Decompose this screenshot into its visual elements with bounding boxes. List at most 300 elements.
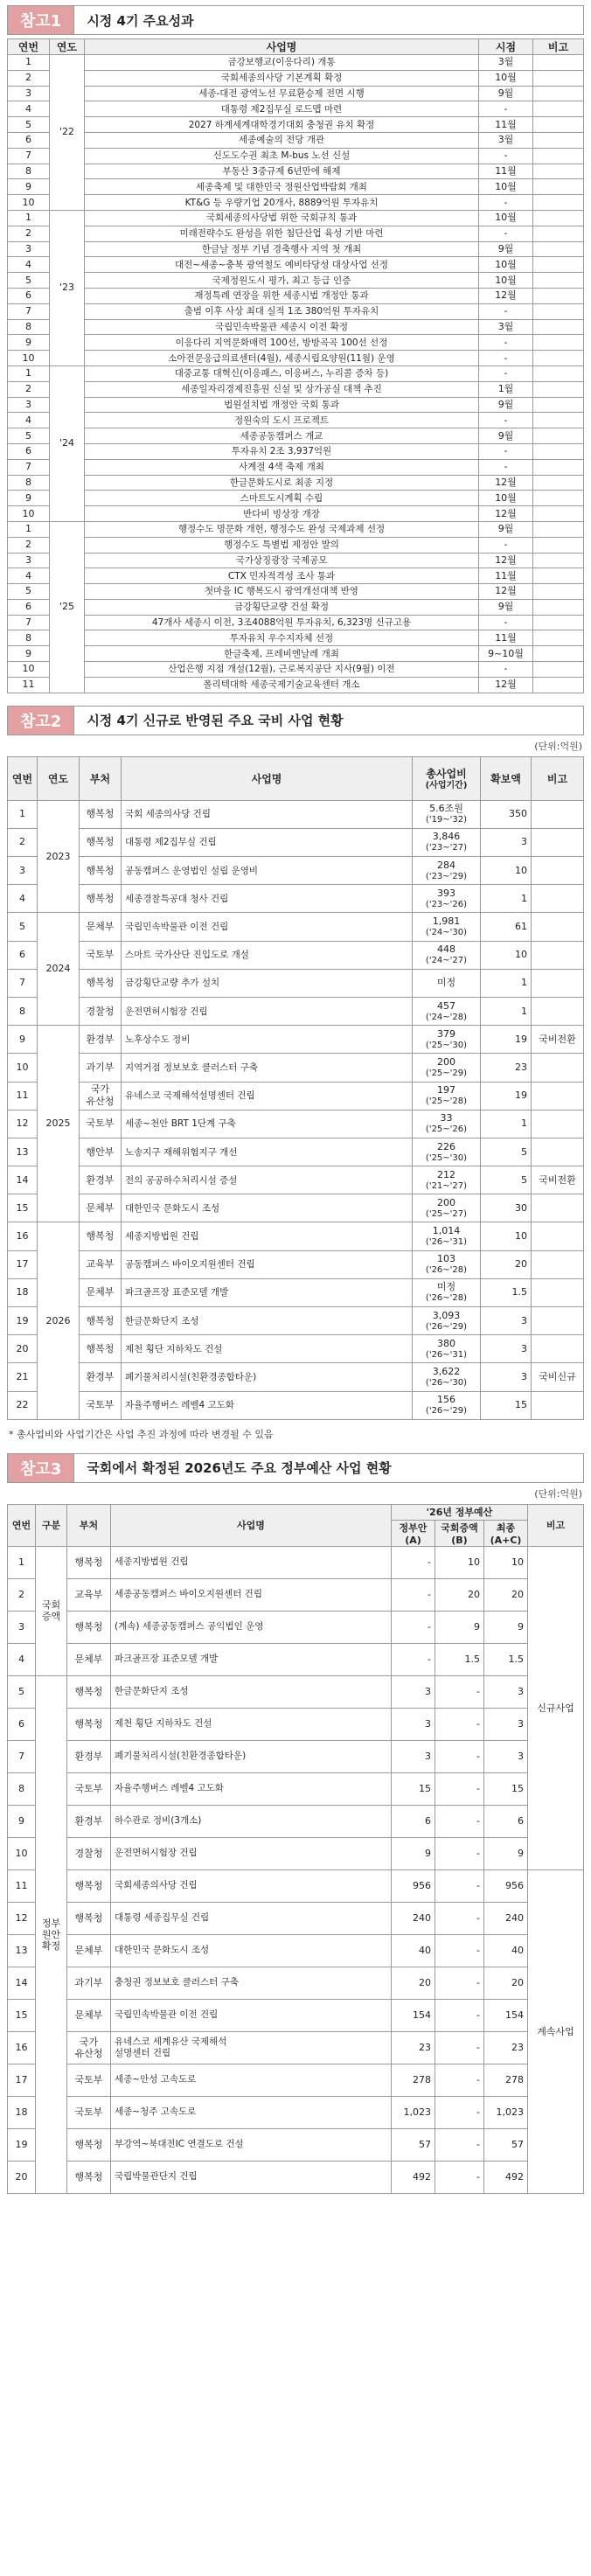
table-row bbox=[8, 615, 584, 630]
row-no: 8 bbox=[8, 319, 50, 335]
project-name: 대통령 세종집무실 건립 bbox=[111, 1902, 392, 1934]
secured-amount: 15 bbox=[481, 1391, 532, 1419]
table-row bbox=[8, 2096, 584, 2128]
project-note bbox=[533, 319, 584, 335]
total-cost-period: ('26~'30) bbox=[425, 1378, 468, 1389]
total-cost-period: ('25~'30) bbox=[425, 1152, 468, 1163]
total-cost-value: 212 bbox=[437, 1168, 455, 1180]
final-budget: 3 bbox=[484, 1708, 528, 1740]
table-row bbox=[8, 646, 584, 662]
gov-budget: 40 bbox=[392, 1934, 435, 1967]
row-no: 5 bbox=[8, 584, 50, 600]
project-name: 대통령 제2집무실 건립 bbox=[122, 828, 413, 856]
table-row bbox=[8, 1335, 584, 1363]
project-note bbox=[533, 117, 584, 133]
project-note bbox=[533, 491, 584, 506]
sec2-th-name: 사업명 bbox=[122, 756, 413, 800]
total-cost bbox=[413, 1222, 481, 1250]
table-row bbox=[8, 428, 584, 444]
project-name: 한글문화단지 조성 bbox=[111, 1675, 392, 1708]
total-cost bbox=[413, 1054, 481, 1082]
secured-amount: 3 bbox=[481, 1307, 532, 1335]
table-row bbox=[8, 828, 584, 856]
row-no: 20 bbox=[8, 1335, 38, 1363]
final-budget: 9 bbox=[484, 1611, 528, 1643]
row-note bbox=[532, 1391, 584, 1419]
row-note bbox=[532, 1110, 584, 1138]
row-no: 10 bbox=[8, 351, 50, 366]
sec3-th-final bbox=[484, 1520, 528, 1546]
row-no: 7 bbox=[8, 148, 50, 164]
total-cost-period: ('21~'27) bbox=[425, 1180, 468, 1191]
gov-budget: 15 bbox=[392, 1772, 435, 1805]
row-note bbox=[532, 800, 584, 828]
project-time: - bbox=[479, 413, 533, 428]
project-name: 금강횡단교량 추가 설치 bbox=[122, 969, 413, 997]
row-note bbox=[532, 857, 584, 885]
total-cost-period: ('26~'28) bbox=[425, 1265, 468, 1276]
project-note bbox=[533, 335, 584, 351]
table-row bbox=[8, 226, 584, 241]
table-row bbox=[8, 1772, 584, 1805]
project-time: 12월 bbox=[479, 475, 533, 491]
table-row bbox=[8, 1869, 584, 1902]
project-time: - bbox=[479, 351, 533, 366]
row-no: 14 bbox=[8, 1967, 36, 1999]
dept: 행안부 bbox=[80, 1138, 122, 1166]
row-no: 5 bbox=[8, 117, 50, 133]
secured-amount: 3 bbox=[481, 1363, 532, 1391]
table-row bbox=[8, 2064, 584, 2096]
table-row bbox=[8, 70, 584, 86]
row-no: 16 bbox=[8, 2031, 36, 2064]
dept: 국토부 bbox=[67, 2096, 111, 2128]
dept: 행복청 bbox=[80, 828, 122, 856]
project-name: 스마트도시계획 수립 bbox=[85, 491, 479, 506]
row-note bbox=[532, 828, 584, 856]
sec2-th-total bbox=[413, 756, 481, 800]
total-cost-period: ('25~'26) bbox=[425, 1124, 468, 1135]
row-no: 7 bbox=[8, 1740, 36, 1772]
secured-amount: 3 bbox=[481, 1335, 532, 1363]
row-no: 8 bbox=[8, 475, 50, 491]
sec3-th-final-label: 최종 bbox=[496, 1521, 516, 1534]
total-cost bbox=[413, 913, 481, 941]
sec2-tag: 참고2 bbox=[8, 707, 74, 735]
total-cost bbox=[413, 1391, 481, 1419]
total-cost-period: ('25~'28) bbox=[425, 1097, 468, 1107]
sec3-th-add-label: 국회증액 bbox=[441, 1521, 478, 1534]
table-row bbox=[8, 1250, 584, 1278]
project-note bbox=[533, 148, 584, 164]
table-row bbox=[8, 521, 584, 537]
group-label: 정부 원안 확정 bbox=[36, 1675, 67, 2193]
project-note bbox=[533, 195, 584, 211]
row-note bbox=[532, 1278, 584, 1306]
assembly-add: - bbox=[435, 1740, 484, 1772]
dept: 경찰청 bbox=[67, 1837, 111, 1869]
total-cost bbox=[413, 800, 481, 828]
project-name: (계속) 세종공동캠퍼스 공익법인 운영 bbox=[111, 1611, 392, 1643]
table-row bbox=[8, 1740, 584, 1772]
table-row bbox=[8, 319, 584, 335]
project-name: 대중교통 대혁신(이응패스, 이응버스, 누리콜 증차 등) bbox=[85, 366, 479, 381]
project-time: 9월 bbox=[479, 397, 533, 413]
table-row bbox=[8, 1805, 584, 1837]
project-name: 국립박물관단지 건립 bbox=[111, 2161, 392, 2193]
assembly-add: - bbox=[435, 2161, 484, 2193]
row-no: 8 bbox=[8, 997, 38, 1025]
dept: 문체부 bbox=[80, 1278, 122, 1306]
row-no: 2 bbox=[8, 537, 50, 553]
sec1-tag: 참고1 bbox=[8, 6, 74, 34]
row-note bbox=[532, 941, 584, 969]
table-row bbox=[8, 857, 584, 885]
sec2-th-dept: 부처 bbox=[80, 756, 122, 800]
table-row bbox=[8, 335, 584, 351]
project-name: 국회세종의사당 건립 bbox=[111, 1869, 392, 1902]
project-time: 11월 bbox=[479, 164, 533, 179]
sec1-table bbox=[7, 38, 584, 693]
assembly-add: - bbox=[435, 2064, 484, 2096]
row-no: 6 bbox=[8, 1708, 36, 1740]
project-time: 12월 bbox=[479, 677, 533, 693]
dept: 국가 유산청 bbox=[80, 1082, 122, 1110]
total-cost-period: ('23~'29) bbox=[425, 871, 468, 881]
final-budget: 20 bbox=[484, 1967, 528, 1999]
row-no: 2 bbox=[8, 1578, 36, 1611]
row-no: 7 bbox=[8, 303, 50, 319]
project-time: - bbox=[479, 615, 533, 630]
project-note bbox=[533, 537, 584, 553]
row-no: 4 bbox=[8, 885, 38, 913]
dept: 과기부 bbox=[80, 1054, 122, 1082]
project-note bbox=[533, 428, 584, 444]
dept: 행복청 bbox=[80, 969, 122, 997]
total-cost bbox=[413, 1250, 481, 1278]
project-name: 파크골프장 표준모델 개발 bbox=[122, 1278, 413, 1306]
project-time: 10월 bbox=[479, 491, 533, 506]
total-cost-value: 379 bbox=[437, 1027, 455, 1040]
dept: 행복청 bbox=[67, 1675, 111, 1708]
project-time: 1월 bbox=[479, 381, 533, 397]
dept: 행복청 bbox=[80, 1307, 122, 1335]
project-name: 스마트 국가산단 진입도로 개설 bbox=[122, 941, 413, 969]
total-cost-value: 33 bbox=[440, 1112, 453, 1124]
total-cost-period: ('23~'26) bbox=[425, 899, 468, 909]
row-no: 6 bbox=[8, 941, 38, 969]
sec2-th-secured: 확보액 bbox=[481, 756, 532, 800]
row-no: 6 bbox=[8, 599, 50, 615]
sec3-th-dept: 부처 bbox=[67, 1504, 111, 1546]
secured-amount: 3 bbox=[481, 828, 532, 856]
row-no: 21 bbox=[8, 1363, 38, 1391]
project-note bbox=[533, 521, 584, 537]
dept: 행복청 bbox=[67, 1708, 111, 1740]
sec3-unit: (단위:억원) bbox=[534, 1487, 582, 1500]
row-note bbox=[532, 1250, 584, 1278]
dept: 행복청 bbox=[67, 2128, 111, 2161]
sec3-header bbox=[7, 1453, 584, 1483]
row-no: 8 bbox=[8, 164, 50, 179]
final-budget: 3 bbox=[484, 1675, 528, 1708]
project-name: 폴리텍대학 세종국제기술교육센터 개소 bbox=[85, 677, 479, 693]
final-budget: 3 bbox=[484, 1740, 528, 1772]
sec2-footnote: * 총사업비와 사업기간은 사업 추진 과정에 따라 변경될 수 있음 bbox=[9, 1428, 274, 1440]
row-no: 4 bbox=[8, 568, 50, 584]
sec1-table-body bbox=[8, 55, 584, 693]
project-time: 12월 bbox=[479, 506, 533, 522]
sec3-th-gubun: 구분 bbox=[36, 1504, 67, 1546]
table-row bbox=[8, 1837, 584, 1869]
project-time: 10월 bbox=[479, 273, 533, 289]
table-row bbox=[8, 288, 584, 303]
row-no: 1 bbox=[8, 366, 50, 381]
secured-amount: 19 bbox=[481, 1026, 532, 1054]
row-no: 4 bbox=[8, 1643, 36, 1675]
project-time: 10월 bbox=[479, 257, 533, 273]
project-name: 세종~청주 고속도로 bbox=[111, 2096, 392, 2128]
total-cost-period: ('26~'29) bbox=[425, 1406, 468, 1417]
project-name: 신도도수권 최초 M-bus 노선 신설 bbox=[85, 148, 479, 164]
table-row bbox=[8, 491, 584, 506]
sec2-th-note: 비고 bbox=[532, 756, 584, 800]
total-cost-value: 3,846 bbox=[432, 831, 461, 843]
project-note bbox=[533, 443, 584, 459]
row-no: 10 bbox=[8, 195, 50, 211]
year-label: 2025 bbox=[38, 1026, 80, 1222]
project-name: 국립민속박물관 이전 건립 bbox=[111, 1999, 392, 2031]
project-name: 대한민국 문화도시 조성 bbox=[111, 1934, 392, 1967]
total-cost-period: ('23~'27) bbox=[425, 843, 468, 853]
total-cost bbox=[413, 885, 481, 913]
project-note bbox=[533, 132, 584, 148]
project-time: - bbox=[479, 366, 533, 381]
project-name: 세종일자리경제진흥원 신설 및 상가공실 대책 추진 bbox=[85, 381, 479, 397]
final-budget: 956 bbox=[484, 1869, 528, 1902]
sec1-th-year: 연도 bbox=[50, 39, 85, 55]
dept: 환경부 bbox=[80, 1363, 122, 1391]
total-cost-period: ('19~'32) bbox=[425, 815, 468, 825]
dept: 환경부 bbox=[67, 1740, 111, 1772]
secured-amount: 30 bbox=[481, 1194, 532, 1222]
total-cost-value: 미정 bbox=[436, 1281, 456, 1293]
project-name: 부강역~북대전IC 연결도로 건설 bbox=[111, 2128, 392, 2161]
secured-amount: 1 bbox=[481, 997, 532, 1025]
project-name: 47개사 세종시 이전, 3조4088억원 투자유치, 6,323명 신규고용 bbox=[85, 615, 479, 630]
project-name: 노송지구 재해위험지구 개선 bbox=[122, 1138, 413, 1166]
secured-amount: 350 bbox=[481, 800, 532, 828]
year-label: 2023 bbox=[38, 800, 80, 913]
row-note bbox=[532, 1222, 584, 1250]
project-name: 자율주행버스 레벨4 고도화 bbox=[111, 1772, 392, 1805]
row-no: 8 bbox=[8, 630, 50, 646]
assembly-add: - bbox=[435, 1869, 484, 1902]
project-time: - bbox=[479, 443, 533, 459]
dept: 행복청 bbox=[80, 885, 122, 913]
table-row bbox=[8, 475, 584, 491]
gov-budget: - bbox=[392, 1611, 435, 1643]
project-note bbox=[533, 351, 584, 366]
table-row bbox=[8, 397, 584, 413]
table-row bbox=[8, 1307, 584, 1335]
table-row bbox=[8, 599, 584, 615]
table-row bbox=[8, 443, 584, 459]
project-name: 첫마을 IC 행복도시 광역개선대책 반영 bbox=[85, 584, 479, 600]
year-label: '24 bbox=[50, 366, 85, 521]
project-name: 유네스코 국제해석설명센터 건립 bbox=[122, 1082, 413, 1110]
assembly-add: - bbox=[435, 1902, 484, 1934]
row-no: 1 bbox=[8, 521, 50, 537]
gov-budget: 3 bbox=[392, 1740, 435, 1772]
project-name: 출범 이후 사상 최대 실적 1조 380억원 투자유치 bbox=[85, 303, 479, 319]
gov-budget: 1,023 bbox=[392, 2096, 435, 2128]
table-row bbox=[8, 630, 584, 646]
total-cost-period: ('25~'27) bbox=[425, 1208, 468, 1219]
sec3-table-body bbox=[8, 1546, 584, 2193]
project-note bbox=[533, 70, 584, 86]
table-row bbox=[8, 257, 584, 273]
table-row bbox=[8, 1391, 584, 1419]
project-name: 법원설치법 개정안 국회 통과 bbox=[85, 397, 479, 413]
row-no: 7 bbox=[8, 615, 50, 630]
secured-amount: 61 bbox=[481, 913, 532, 941]
dept: 국토부 bbox=[80, 1110, 122, 1138]
sec3-th-add bbox=[435, 1520, 484, 1546]
project-note bbox=[533, 553, 584, 568]
final-budget: 492 bbox=[484, 2161, 528, 2193]
total-cost-value: 200 bbox=[437, 1196, 455, 1208]
dept: 행복청 bbox=[67, 1869, 111, 1902]
table-row bbox=[8, 1546, 584, 1578]
gov-budget: 57 bbox=[392, 2128, 435, 2161]
project-note bbox=[533, 210, 584, 226]
project-time: - bbox=[479, 101, 533, 117]
project-note bbox=[533, 599, 584, 615]
table-row bbox=[8, 2031, 584, 2064]
project-name: 2027 하계세계대학경기대회 충청권 유치 확정 bbox=[85, 117, 479, 133]
table-row bbox=[8, 941, 584, 969]
gov-budget: 6 bbox=[392, 1805, 435, 1837]
project-note bbox=[533, 506, 584, 522]
assembly-add: - bbox=[435, 1805, 484, 1837]
table-row bbox=[8, 101, 584, 117]
row-no: 10 bbox=[8, 1054, 38, 1082]
table-row bbox=[8, 1902, 584, 1934]
total-cost-value: 103 bbox=[437, 1253, 455, 1265]
total-cost-value: 5.6조원 bbox=[429, 803, 463, 815]
gov-budget: - bbox=[392, 1643, 435, 1675]
total-cost-value: 393 bbox=[437, 887, 455, 899]
row-note bbox=[532, 997, 584, 1025]
row-note bbox=[532, 1307, 584, 1335]
total-cost-value: 3,093 bbox=[432, 1309, 461, 1321]
table-row bbox=[8, 1675, 584, 1708]
row-no: 13 bbox=[8, 1138, 38, 1166]
project-name: 자율주행버스 레벨4 고도화 bbox=[122, 1391, 413, 1419]
row-no: 5 bbox=[8, 273, 50, 289]
row-no: 6 bbox=[8, 288, 50, 303]
project-name: 금강보행교(이응다리) 개통 bbox=[85, 55, 479, 71]
table-row bbox=[8, 800, 584, 828]
table-row bbox=[8, 997, 584, 1025]
total-cost-period: ('25~'30) bbox=[425, 1040, 468, 1050]
year-label: '25 bbox=[50, 521, 85, 693]
final-budget: 40 bbox=[484, 1934, 528, 1967]
table-row bbox=[8, 2161, 584, 2193]
project-note bbox=[533, 288, 584, 303]
final-budget: 6 bbox=[484, 1805, 528, 1837]
row-no: 3 bbox=[8, 397, 50, 413]
total-cost bbox=[413, 828, 481, 856]
row-no: 4 bbox=[8, 413, 50, 428]
table-row bbox=[8, 568, 584, 584]
dept: 국토부 bbox=[67, 2064, 111, 2096]
project-note bbox=[533, 677, 584, 693]
total-cost-value: 284 bbox=[437, 859, 455, 871]
year-label: 2026 bbox=[38, 1222, 80, 1419]
row-no: 2 bbox=[8, 70, 50, 86]
dept: 국토부 bbox=[80, 941, 122, 969]
dept: 국가 유산청 bbox=[67, 2031, 111, 2064]
final-budget: 23 bbox=[484, 2031, 528, 2064]
total-cost bbox=[413, 1194, 481, 1222]
dept: 경찰청 bbox=[80, 997, 122, 1025]
row-no: 3 bbox=[8, 241, 50, 257]
project-time: 12월 bbox=[479, 584, 533, 600]
dept: 행복청 bbox=[67, 1546, 111, 1578]
row-no: 6 bbox=[8, 132, 50, 148]
dept: 행복청 bbox=[80, 1222, 122, 1250]
project-note bbox=[533, 55, 584, 71]
sec2-unit: (단위:억원) bbox=[534, 740, 582, 752]
row-no: 18 bbox=[8, 1278, 38, 1306]
dept: 환경부 bbox=[67, 1805, 111, 1837]
project-name: 세종지방법원 건립 bbox=[111, 1546, 392, 1578]
sec2-header bbox=[7, 706, 584, 735]
project-note bbox=[533, 164, 584, 179]
project-name: 사계절 4색 축제 개최 bbox=[85, 459, 479, 475]
table-row bbox=[8, 1578, 584, 1611]
table-row bbox=[8, 1110, 584, 1138]
table-row bbox=[8, 677, 584, 693]
assembly-add: 20 bbox=[435, 1578, 484, 1611]
table-row bbox=[8, 1278, 584, 1306]
sec3-th-note: 비고 bbox=[528, 1504, 584, 1546]
project-time: - bbox=[479, 148, 533, 164]
gov-budget: 20 bbox=[392, 1967, 435, 1999]
table-row bbox=[8, 55, 584, 71]
total-cost-value: 448 bbox=[437, 943, 455, 956]
secured-amount: 1 bbox=[481, 885, 532, 913]
project-time: 3월 bbox=[479, 55, 533, 71]
row-no: 3 bbox=[8, 857, 38, 885]
table-row bbox=[8, 1967, 584, 1999]
table-row bbox=[8, 913, 584, 941]
total-cost bbox=[413, 1363, 481, 1391]
dept: 문체부 bbox=[80, 913, 122, 941]
sec3-th-gov-label: 정부안 bbox=[399, 1521, 428, 1534]
dept: 문체부 bbox=[67, 1934, 111, 1967]
total-cost-value: 226 bbox=[437, 1140, 455, 1152]
project-name: 국회세종의사당 기본계획 확정 bbox=[85, 70, 479, 86]
total-cost bbox=[413, 1026, 481, 1054]
row-no: 1 bbox=[8, 1546, 36, 1578]
secured-amount: 19 bbox=[481, 1082, 532, 1110]
table-row bbox=[8, 179, 584, 195]
project-note bbox=[533, 630, 584, 646]
project-note bbox=[533, 366, 584, 381]
